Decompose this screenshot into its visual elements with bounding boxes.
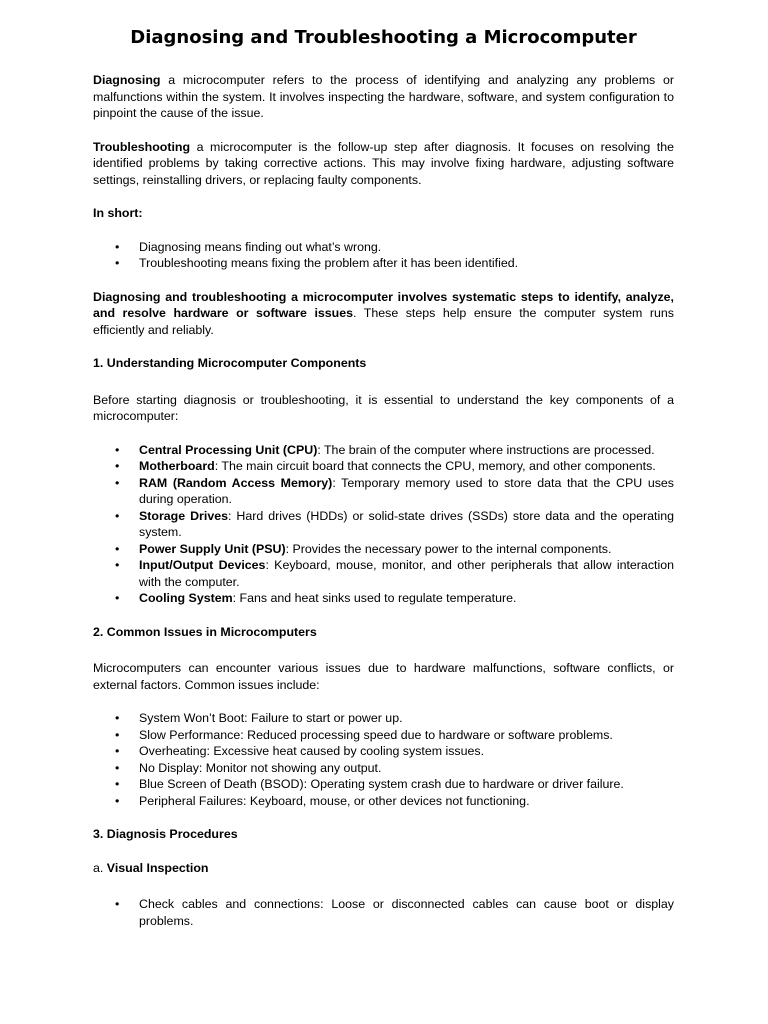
- section2-heading: 2. Common Issues in Microcomputers: [93, 624, 317, 639]
- list-item: [93, 743, 674, 760]
- bullet-icon: •: [115, 239, 120, 254]
- list-item-text: Troubleshooting means fixing the problem after it has been identified.: [139, 256, 519, 270]
- list-item-text: Slow Performance: Reduced processing speed due to hardware or software problems.: [139, 727, 613, 742]
- list-item: [93, 475, 674, 508]
- component-term: Motherboard: [139, 459, 215, 473]
- bullet-icon: •: [115, 711, 120, 725]
- document-title: Diagnosing and Troubleshooting a Microcomputer: [130, 27, 637, 48]
- bullet-icon: •: [115, 591, 120, 605]
- components-list: [93, 442, 674, 607]
- list-item: [93, 793, 674, 810]
- bullet-icon: •: [115, 256, 120, 270]
- list-item: [93, 557, 674, 590]
- list-item: [93, 255, 674, 272]
- component-term: Central Processing Unit (CPU): [139, 442, 318, 457]
- component-desc: : Hard drives (HDDs) or solid-state drives (SSDs) store data and the operating system.: [139, 508, 674, 539]
- bullet-icon: •: [115, 541, 120, 556]
- diagnosing-text: a microcomputer refers to the process of identifying and analyzing any problems or malfunctions within the system. It involves inspecting the hardware, software, and system configuration to pinpoint the cause of the issue.: [93, 73, 674, 120]
- list-item: [93, 442, 674, 459]
- troubleshooting-paragraph: [93, 139, 674, 189]
- summary-paragraph: [93, 289, 674, 339]
- subheading-text: Visual Inspection: [106, 860, 209, 875]
- summary-bold: Diagnosing and troubleshooting a microcomputer involves systematic steps to identify, analyze, and resolve hardware or software issues: [93, 289, 674, 320]
- visual-inspection-heading: [93, 860, 674, 877]
- subheading-prefix: a.: [93, 860, 107, 875]
- component-term: Cooling System: [139, 591, 233, 605]
- component-term: Storage Drives: [139, 508, 228, 523]
- list-item-text: Overheating: Excessive heat caused by cooling system issues.: [139, 744, 485, 758]
- list-item: [93, 776, 674, 793]
- troubleshooting-text: a microcomputer is the follow-up step after diagnosis. It focuses on resolving the identified problems by taking corrective actions. This may involve fixing hardware, adjusting software settings, reinstalling drivers, or replacing faulty components.: [93, 139, 674, 187]
- component-term: RAM (Random Access Memory): [139, 475, 333, 490]
- bullet-icon: •: [115, 508, 120, 523]
- list-item: [93, 541, 674, 558]
- bullet-icon: •: [115, 897, 120, 911]
- section1-heading: 1. Understanding Microcomputer Components: [93, 356, 367, 370]
- list-item: [93, 896, 674, 929]
- list-item-text: System Won’t Boot: Failure to start or power up.: [139, 711, 403, 725]
- list-item: [93, 590, 674, 607]
- bullet-icon: •: [115, 475, 120, 490]
- component-term: Power Supply Unit (PSU): [139, 541, 286, 556]
- diagnosing-term: Diagnosing: [93, 73, 161, 87]
- component-desc: : Fans and heat sinks used to regulate temperature.: [232, 591, 517, 605]
- component-desc: : The main circuit board that connects the CPU, memory, and other components.: [214, 459, 656, 473]
- bullet-icon: •: [115, 744, 120, 758]
- bullet-icon: •: [115, 760, 120, 775]
- bullet-icon: •: [115, 793, 120, 808]
- list-item-text: No Display: Monitor not showing any output.: [139, 760, 382, 775]
- bullet-icon: •: [115, 727, 120, 742]
- component-term: Input/Output Devices: [139, 558, 266, 572]
- list-item-text: Diagnosing means finding out what’s wrong.: [139, 239, 382, 254]
- list-item-text: Check cables and connections: Loose or disconnected cables can cause boot or display problems.: [139, 897, 674, 928]
- list-item: [93, 458, 674, 475]
- list-item: [93, 710, 674, 727]
- summary-rest: . These steps help ensure the computer system runs efficiently and reliably.: [93, 306, 675, 337]
- list-item-text: Blue Screen of Death (BSOD): Operating system crash due to hardware or driver failure.: [139, 777, 624, 791]
- section2-intro: Microcomputers can encounter various issues due to hardware malfunctions, software conflicts, or external factors. Common issues include:: [93, 661, 674, 692]
- list-item: [93, 727, 674, 744]
- in-short-heading: In short:: [93, 206, 143, 220]
- section1-intro: Before starting diagnosis or troubleshooting, it is essential to understand the key components of a microcomputer:: [93, 392, 674, 423]
- in-short-list: [93, 239, 674, 272]
- component-desc: : Temporary memory used to store data that the CPU uses during operation.: [139, 475, 674, 506]
- bullet-icon: •: [115, 777, 120, 791]
- component-desc: : Provides the necessary power to the internal components.: [285, 541, 612, 556]
- bullet-icon: •: [115, 459, 120, 473]
- list-item: [93, 239, 674, 256]
- visual-inspection-list: [93, 896, 674, 929]
- component-desc: : The brain of the computer where instructions are processed.: [317, 442, 655, 457]
- list-item-text: Peripheral Failures: Keyboard, mouse, or other devices not functioning.: [139, 793, 530, 808]
- document-page: [93, 26, 674, 946]
- list-item: [93, 508, 674, 541]
- list-item: [93, 760, 674, 777]
- bullet-icon: •: [115, 558, 120, 572]
- troubleshooting-term: Troubleshooting: [93, 139, 191, 154]
- diagnosing-paragraph: [93, 72, 674, 122]
- issues-list: [93, 710, 674, 809]
- bullet-icon: •: [115, 442, 120, 457]
- component-desc: : Keyboard, mouse, monitor, and other peripherals that allow interaction with the computer.: [139, 558, 674, 589]
- section3-heading: 3. Diagnosis Procedures: [93, 827, 238, 841]
